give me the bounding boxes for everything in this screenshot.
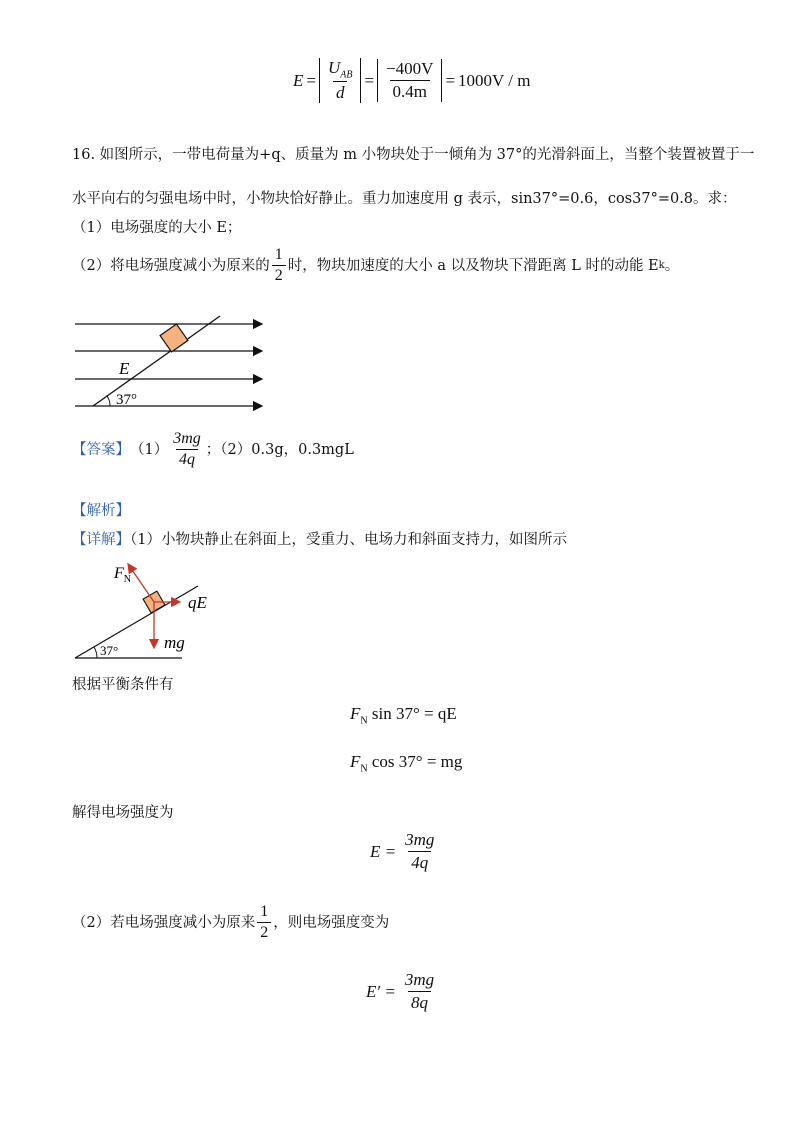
solve-text: 解得电场强度为 — [72, 805, 174, 821]
half-fraction: $\frac{1}{2}$ — [272, 246, 286, 285]
question-line-1: 16. 如图所示，一带电荷量为+q、质量为 m 小物块处于一倾角为 37°的光滑斜面上，当整个装置被置于一 — [72, 147, 755, 163]
equation-1: $F_N$ sin 37° = qE — [350, 704, 457, 727]
half-fraction-2: $\frac{1}{2}$ — [257, 903, 271, 942]
block — [160, 324, 188, 352]
balance-text: 根据平衡条件有 — [72, 677, 174, 693]
figure-incline-field — [70, 312, 270, 417]
field-label-E: E — [119, 359, 130, 378]
incline-line — [93, 316, 220, 406]
answer-fraction: $\frac{3mg}{4q}$ — [173, 430, 201, 468]
question-part-1: （1）电场强度的大小 E； — [72, 220, 242, 236]
qe-label: qE — [188, 593, 207, 612]
equation-2: $F_N$ cos 37° = mg — [350, 752, 463, 775]
top-equation: E = $\frac{U_{AB}}{d}$ = $\frac{-400V}{0.4m}$ = 1000V / m — [293, 58, 531, 103]
eq-result: 1000V / m — [458, 70, 531, 90]
fn-label: $F_N$ — [114, 565, 132, 585]
part2-line: （2）若电场强度减小为原来 $\frac{1}{2}$ ，则电场强度变为 — [72, 903, 390, 941]
angle-label-2: 37° — [100, 643, 119, 658]
abs-fraction-2: $\frac{-400V}{0.4m}$ — [377, 59, 442, 102]
abs-fraction-1: $\frac{U_{AB}}{d}$ — [319, 58, 362, 103]
angle-label: 37° — [116, 392, 137, 408]
equation-4: E′ = $\frac{3mg}{8q}$ — [366, 970, 435, 1012]
question-line-2: 水平向右的匀强电场中时，小物块恰好静止。重力加速度用 g 表示，sin37°=0.6，cos37°=0.8。求： — [72, 191, 737, 207]
question-part-2: （2）将电场强度减小为原来的 $\frac{1}{2}$ 时，物块加速度的大小 a 以及物块下滑距离 L 时的动能 E k 。 — [72, 246, 680, 284]
detail-line: 【详解】（1）小物块静止在斜面上，受重力、电场力和斜面支持力，如图所示 — [72, 532, 567, 548]
mg-label: mg — [164, 633, 185, 652]
equation-3: E = $\frac{3mg}{4q}$ — [370, 830, 435, 872]
eq-lhs: E — [293, 70, 304, 90]
figure-force-diagram — [70, 560, 230, 665]
angle-arc-2 — [94, 647, 97, 658]
analysis-tag: 【解析】 — [72, 503, 130, 519]
normal-force-arrow — [128, 564, 154, 602]
answer-line: 【答案】 （1） $\frac{3mg}{4q}$ ；（2）0.3g，0.3mgL — [72, 430, 354, 468]
answer-tag: 【答案】 — [72, 441, 130, 458]
angle-arc — [107, 396, 110, 406]
